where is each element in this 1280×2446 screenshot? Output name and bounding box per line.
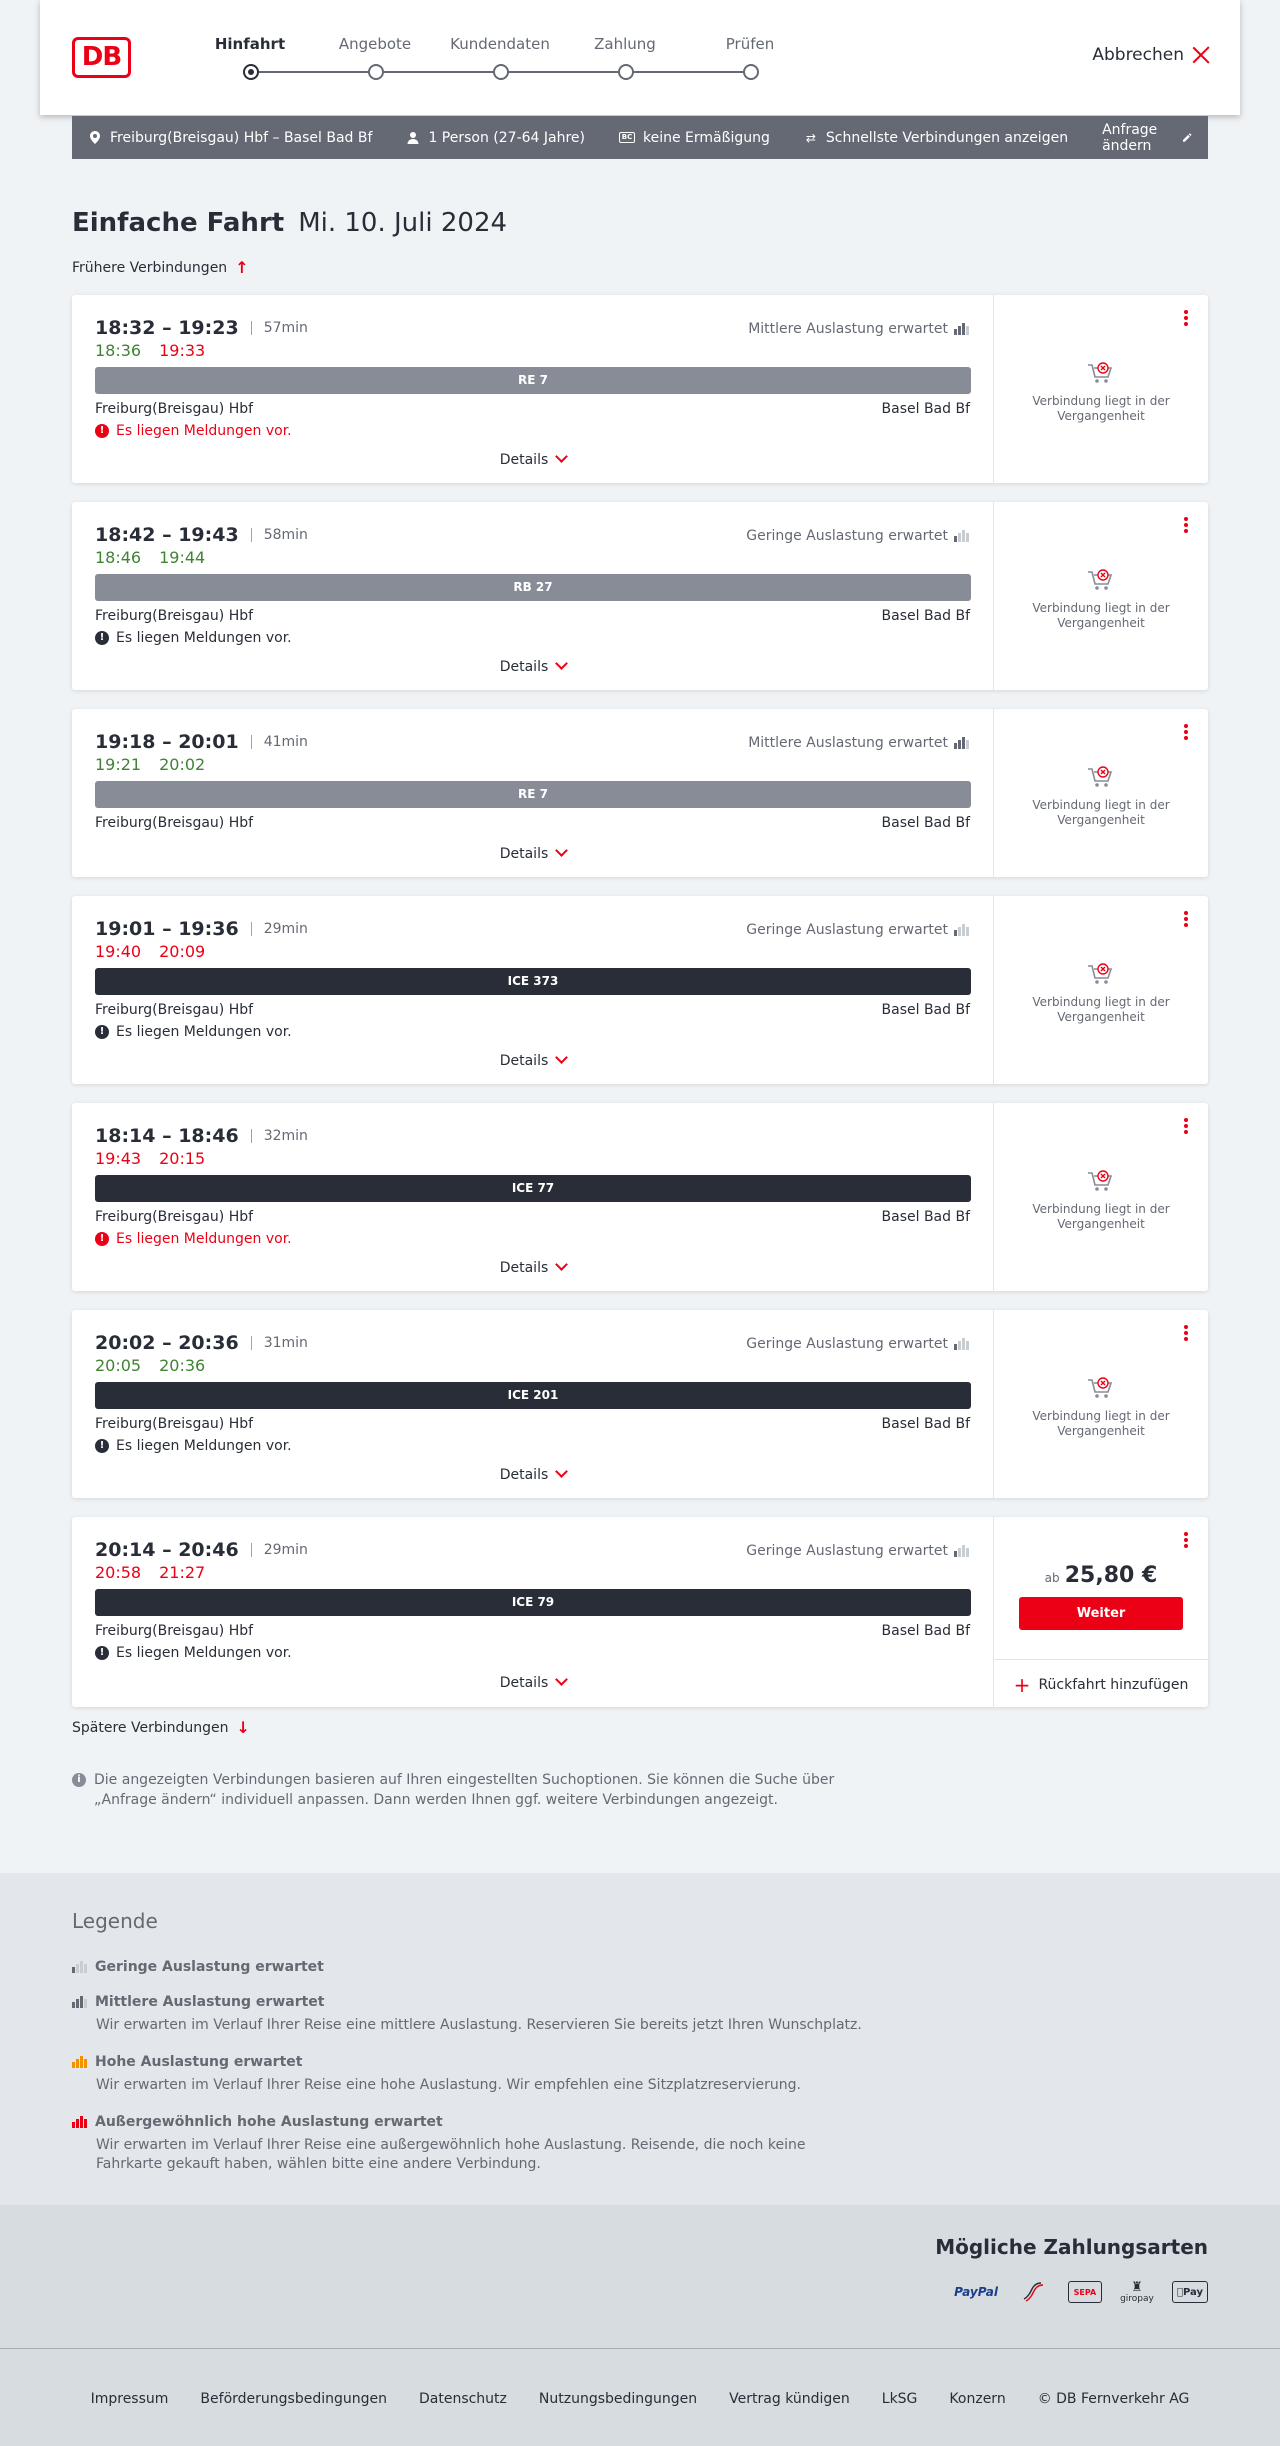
legend-heading-text: Außergewöhnlich hohe Auslastung erwartet (95, 2114, 443, 2130)
occupancy-icon (954, 1338, 969, 1350)
connection-main[interactable] (72, 502, 994, 690)
realtime-departure: 19:21 (95, 755, 142, 774)
arrival-station: Basel Bad Bf (881, 1623, 970, 1639)
connection-card (72, 1517, 1208, 1707)
alert-icon: ! (95, 424, 109, 438)
more-options-icon[interactable] (1180, 1530, 1192, 1550)
chevron-down-icon (555, 1465, 568, 1478)
connection-side-panel (994, 1517, 1208, 1707)
past-connection-text: Verbindung liegt in der Vergangenheit (1032, 995, 1170, 1024)
footer-link: © DB Fernverkehr AG (1037, 2391, 1190, 2407)
realtime-departure: 20:05 (95, 1356, 142, 1375)
train-bar[interactable]: ICE 79 (95, 1589, 971, 1616)
occupancy-text: Mittlere Auslastung erwartet (748, 735, 948, 751)
details-toggle[interactable] (72, 846, 994, 862)
cart-unavailable-icon (1086, 763, 1116, 791)
train-bar[interactable]: RE 7 (95, 781, 971, 808)
paypal-icon: PayPal (954, 2285, 998, 2299)
connection-side-panel (994, 1310, 1208, 1498)
realtime-times (95, 341, 205, 360)
connection-main[interactable] (72, 1517, 994, 1707)
price-box (994, 1563, 1208, 1588)
chevron-down-icon (555, 1051, 568, 1064)
legend-heading-text: Mittlere Auslastung erwartet (95, 1994, 325, 2010)
occupancy-icon (954, 530, 969, 542)
add-return-button[interactable] (994, 1659, 1208, 1710)
realtime-times (95, 548, 205, 567)
occupancy-text: Geringe Auslastung erwartet (746, 1336, 948, 1352)
occupancy-text: Geringe Auslastung erwartet (746, 922, 948, 938)
legend-item (72, 2114, 872, 2174)
planned-times: 19:18 – 20:01 (95, 731, 239, 753)
occupancy-indicator (748, 735, 969, 751)
step-label: Kundendaten (450, 35, 550, 53)
details-label: Details (499, 659, 549, 675)
duration: 32min (251, 1129, 308, 1143)
occupancy-indicator (748, 321, 969, 337)
notice-message[interactable] (95, 1645, 292, 1661)
cancel-label: Abbrechen (1092, 45, 1184, 65)
departure-station: Freiburg(Breisgau) Hbf (95, 608, 254, 624)
change-request-button[interactable] (1102, 122, 1192, 154)
duration: 41min (251, 735, 308, 749)
departure-station: Freiburg(Breisgau) Hbf (95, 1002, 254, 1018)
arrival-station: Basel Bad Bf (881, 815, 970, 831)
footer-links (0, 2391, 1280, 2407)
lastschrift-icon (1016, 2280, 1050, 2304)
progress-stepper (170, 0, 790, 115)
footer-link[interactable]: Datenschutz (418, 2391, 507, 2407)
occupancy-text: Geringe Auslastung erwartet (746, 528, 948, 544)
connection-side-panel (994, 502, 1208, 690)
route-summary (88, 130, 372, 146)
connection-times (95, 731, 308, 753)
legend-heading (72, 2054, 872, 2070)
arrow-down-icon: ↓ (236, 1718, 250, 1737)
duration: 31min (251, 1336, 308, 1350)
realtime-departure: 18:46 (95, 548, 142, 567)
more-options-icon[interactable] (1180, 909, 1192, 929)
top-header (40, 0, 1240, 115)
occupancy-icon (954, 1545, 969, 1557)
trip-type: Einfache Fahrt (72, 208, 285, 238)
connection-times (95, 1125, 308, 1147)
step-label: Prüfen (725, 35, 775, 53)
page-title (72, 208, 507, 238)
passenger-text: 1 Person (27-64 Jahre) (428, 129, 585, 146)
details-toggle[interactable] (72, 452, 994, 468)
location-pin-icon (88, 131, 102, 144)
train-bar[interactable]: ICE 201 (95, 1382, 971, 1409)
legend-title: Legende (72, 1909, 158, 1933)
realtime-arrival: 19:33 (159, 341, 206, 360)
legend-item (72, 1994, 872, 2035)
occupancy-icon (72, 1996, 87, 2008)
planned-times: 20:02 – 20:36 (95, 1332, 239, 1354)
departure-station: Freiburg(Breisgau) Hbf (95, 815, 254, 831)
realtime-arrival: 20:15 (159, 1149, 206, 1168)
arrival-station: Basel Bad Bf (881, 401, 970, 417)
departure-station: Freiburg(Breisgau) Hbf (95, 401, 254, 417)
passenger-summary (406, 130, 585, 146)
info-icon: i (72, 1773, 86, 1787)
connection-side-panel (994, 1103, 1208, 1291)
train-bar[interactable]: ICE 77 (95, 1175, 971, 1202)
connection-card (72, 1310, 1208, 1498)
departure-station: Freiburg(Breisgau) Hbf (95, 1416, 254, 1432)
connection-card (72, 709, 1208, 877)
chevron-down-icon (555, 1673, 568, 1686)
close-icon (1192, 46, 1210, 64)
alert-icon: ! (95, 1646, 109, 1660)
alert-icon: ! (95, 1439, 109, 1453)
realtime-arrival: 19:44 (159, 548, 206, 567)
occupancy-indicator (746, 922, 969, 938)
details-toggle[interactable] (72, 1260, 994, 1276)
chevron-down-icon (555, 1258, 568, 1271)
notice-text: Es liegen Meldungen vor. (116, 630, 292, 646)
occupancy-text: Geringe Auslastung erwartet (746, 1543, 948, 1559)
details-label: Details (499, 1053, 549, 1069)
page-footer (0, 2348, 1280, 2446)
change-request-label: Anfrage ändern (1102, 121, 1158, 154)
train-bar[interactable]: RE 7 (95, 367, 971, 394)
connection-main[interactable] (72, 1103, 994, 1291)
realtime-times (95, 1356, 205, 1375)
realtime-arrival: 20:09 (159, 942, 206, 961)
details-label: Details (499, 1675, 549, 1691)
connection-times (95, 317, 308, 339)
cart-unavailable-icon (1086, 566, 1116, 594)
later-connections-link[interactable] (72, 1718, 250, 1737)
connection-main[interactable] (72, 295, 994, 483)
arrival-station: Basel Bad Bf (881, 1002, 970, 1018)
arrival-station: Basel Bad Bf (881, 1209, 970, 1225)
duration: 58min (251, 528, 308, 542)
occupancy-indicator (746, 1336, 969, 1352)
connection-card (72, 295, 1208, 483)
step-dot (493, 64, 509, 80)
details-toggle[interactable] (72, 1053, 994, 1069)
trip-date: Mi. 10. Juli 2024 (298, 208, 508, 238)
realtime-arrival: 20:36 (159, 1356, 206, 1375)
planned-times: 18:14 – 18:46 (95, 1125, 239, 1147)
step-dot (243, 64, 259, 80)
add-return-label: Rückfahrt hinzufügen (1038, 1677, 1189, 1693)
connection-times (95, 918, 308, 940)
past-connection-text: Verbindung liegt in der Vergangenheit (1032, 1202, 1170, 1231)
occupancy-icon (954, 924, 969, 936)
occupancy-icon (72, 2056, 87, 2068)
legend-heading (72, 2114, 872, 2130)
duration: 29min (251, 1543, 308, 1557)
payment-icons (954, 2280, 1208, 2304)
details-toggle[interactable] (72, 659, 994, 675)
search-info-note (72, 1770, 852, 1810)
notice-message[interactable] (95, 1438, 292, 1454)
train-bar[interactable]: RB 27 (95, 574, 971, 601)
price-value: 25,80 € (1064, 1563, 1158, 1588)
notice-message[interactable] (95, 1231, 292, 1247)
connection-card (72, 502, 1208, 690)
earlier-label: Frühere Verbindungen (72, 259, 228, 276)
legend-item (72, 1959, 872, 1975)
occupancy-text: Mittlere Auslastung erwartet (748, 321, 948, 337)
cancel-button[interactable] (1092, 45, 1210, 65)
legend-heading-text: Geringe Auslastung erwartet (95, 1959, 324, 1975)
connection-side-panel (994, 709, 1208, 877)
past-connection-text: Verbindung liegt in der Vergangenheit (1032, 601, 1170, 630)
occupancy-icon (954, 323, 969, 335)
notice-message[interactable] (95, 423, 292, 439)
step-label: Hinfahrt (214, 35, 286, 53)
realtime-arrival: 20:02 (159, 755, 206, 774)
cart-unavailable-icon (1086, 1374, 1116, 1402)
alert-icon: ! (95, 1232, 109, 1246)
chevron-down-icon (555, 657, 568, 670)
db-logo[interactable]: DB (72, 37, 131, 78)
realtime-times (95, 942, 205, 961)
realtime-departure: 18:36 (95, 341, 142, 360)
occupancy-icon (72, 2116, 87, 2128)
plus-icon: + (1013, 1673, 1031, 1697)
alert-icon: ! (95, 631, 109, 645)
chevron-down-icon (555, 844, 568, 857)
discount-text: keine Ermäßigung (643, 129, 770, 146)
bahncard-icon: BC (619, 132, 635, 143)
cart-unavailable-icon (1086, 1167, 1116, 1195)
discount-summary (619, 130, 770, 146)
route-text: Freiburg(Breisgau) Hbf – Basel Bad Bf (110, 129, 373, 146)
later-label: Spätere Verbindungen (72, 1719, 229, 1736)
arrival-station: Basel Bad Bf (881, 1416, 970, 1432)
arrival-station: Basel Bad Bf (881, 608, 970, 624)
payment-title: Mögliche Zahlungsarten (935, 2235, 1208, 2259)
swap-arrows-icon: ⇄ (805, 130, 816, 145)
realtime-times (95, 1149, 205, 1168)
details-toggle[interactable] (72, 1467, 994, 1483)
occupancy-indicator (746, 1543, 969, 1559)
more-options-icon[interactable] (1180, 1116, 1192, 1136)
duration: 29min (251, 922, 308, 936)
earlier-connections-link[interactable] (72, 258, 249, 277)
notice-text: Es liegen Meldungen vor. (116, 1438, 292, 1454)
connection-card (72, 1103, 1208, 1291)
step-label: Angebote (338, 35, 412, 53)
notice-text: Es liegen Meldungen vor. (116, 423, 292, 439)
footer-link[interactable]: Nutzungsbedingungen (538, 2391, 698, 2407)
occupancy-icon (72, 1961, 87, 1973)
fastest-text: Schnellste Verbindungen anzeigen (825, 129, 1069, 146)
apple-pay-text: Pay (1180, 2286, 1202, 2298)
occupancy-indicator (746, 528, 969, 544)
realtime-departure: 20:58 (95, 1563, 142, 1582)
legend-section (0, 1873, 1280, 2205)
connection-side-panel (994, 295, 1208, 483)
arrow-up-icon: ↑ (235, 258, 249, 277)
realtime-times (95, 1563, 205, 1582)
step-dot (368, 64, 384, 80)
notice-message[interactable] (95, 630, 292, 646)
person-icon (406, 132, 420, 144)
more-options-icon[interactable] (1180, 308, 1192, 328)
occupancy-icon (954, 737, 969, 749)
past-connection-text: Verbindung liegt in der Vergangenheit (1032, 394, 1170, 423)
legend-heading (72, 1994, 872, 2010)
cart-unavailable-icon (1086, 359, 1116, 387)
connection-main[interactable] (72, 1310, 994, 1498)
planned-times: 19:01 – 19:36 (95, 918, 239, 940)
continue-button[interactable]: Weiter (1019, 1597, 1183, 1630)
fastest-connections-summary (804, 130, 1068, 146)
footer-link[interactable]: Impressum (90, 2391, 169, 2407)
details-toggle[interactable] (72, 1675, 994, 1691)
planned-times: 20:14 – 20:46 (95, 1539, 239, 1561)
connection-card (72, 896, 1208, 1084)
past-connection-text: Verbindung liegt in der Vergangenheit (1032, 798, 1170, 827)
more-options-icon[interactable] (1180, 1323, 1192, 1343)
apple-pay-icon (1172, 2281, 1208, 2303)
departure-station: Freiburg(Breisgau) Hbf (95, 1623, 254, 1639)
step-dot (743, 64, 759, 80)
legend-description: Wir erwarten im Verlauf Ihrer Reise eine mittlere Auslastung. Reservieren Sie bereits jetzt Ihren Wunschplatz. (96, 2017, 862, 2033)
departure-station: Freiburg(Breisgau) Hbf (95, 1209, 254, 1225)
giropay-icon: ♜ giropay (1120, 2279, 1154, 2304)
more-options-icon[interactable] (1180, 515, 1192, 535)
footer-link[interactable]: LkSG (881, 2391, 918, 2407)
notice-message[interactable] (95, 1024, 292, 1040)
info-note-text: Die angezeigten Verbindungen basieren auf Ihren eingestellten Suchoptionen. Sie können die Suche über „Anfrage ändern“ individuell anpassen. Dann werden Ihnen ggf. weitere Verbindungen angezeigt. (94, 1772, 835, 1808)
details-label: Details (499, 452, 549, 468)
cart-unavailable-icon (1086, 960, 1116, 988)
legend-description: Wir erwarten im Verlauf Ihrer Reise eine hohe Auslastung. Wir empfehlen eine Sitzplatzreservierung. (96, 2077, 801, 2093)
details-label: Details (499, 1467, 549, 1483)
price-prefix: ab (1044, 1571, 1060, 1585)
notice-text: Es liegen Meldungen vor. (116, 1645, 292, 1661)
search-summary-bar (72, 116, 1208, 159)
connection-main[interactable] (72, 709, 994, 877)
footer-link[interactable]: Vertrag kündigen (729, 2391, 850, 2407)
step-label: Zahlung (594, 35, 656, 53)
legend-heading (72, 1959, 872, 1975)
connection-side-panel (994, 896, 1208, 1084)
legend-item (72, 2054, 872, 2095)
pencil-icon (1183, 131, 1192, 144)
giropay-label: giropay (1120, 2293, 1154, 2304)
connection-main[interactable] (72, 896, 994, 1084)
connection-times (95, 1332, 308, 1354)
footer-link[interactable]: Konzern (949, 2391, 1006, 2407)
past-connection-text: Verbindung liegt in der Vergangenheit (1032, 1409, 1170, 1438)
more-options-icon[interactable] (1180, 722, 1192, 742)
step-dot (618, 64, 634, 80)
footer-link[interactable]: Beförderungsbedingungen (200, 2391, 387, 2407)
alert-icon: ! (95, 1025, 109, 1039)
planned-times: 18:32 – 19:23 (95, 317, 239, 339)
chevron-down-icon (555, 450, 568, 463)
payment-methods-section (0, 2205, 1280, 2348)
planned-times: 18:42 – 19:43 (95, 524, 239, 546)
connection-times (95, 524, 308, 546)
realtime-times (95, 755, 205, 774)
legend-heading-text: Hohe Auslastung erwartet (95, 2054, 303, 2070)
realtime-departure: 19:43 (95, 1149, 142, 1168)
notice-text: Es liegen Meldungen vor. (116, 1231, 292, 1247)
connection-times (95, 1539, 308, 1561)
realtime-arrival: 21:27 (159, 1563, 206, 1582)
notice-text: Es liegen Meldungen vor. (116, 1024, 292, 1040)
realtime-departure: 19:40 (95, 942, 142, 961)
duration: 57min (251, 321, 308, 335)
details-label: Details (499, 846, 549, 862)
details-label: Details (499, 1260, 549, 1276)
train-bar[interactable]: ICE 373 (95, 968, 971, 995)
legend-description: Wir erwarten im Verlauf Ihrer Reise eine außergewöhnlich hohe Auslastung. Reisende, die noch keine Fahrkarte gekauft haben, wählen bitte eine andere Verbindung. (96, 2137, 806, 2172)
sepa-icon: SEPA (1068, 2281, 1102, 2303)
